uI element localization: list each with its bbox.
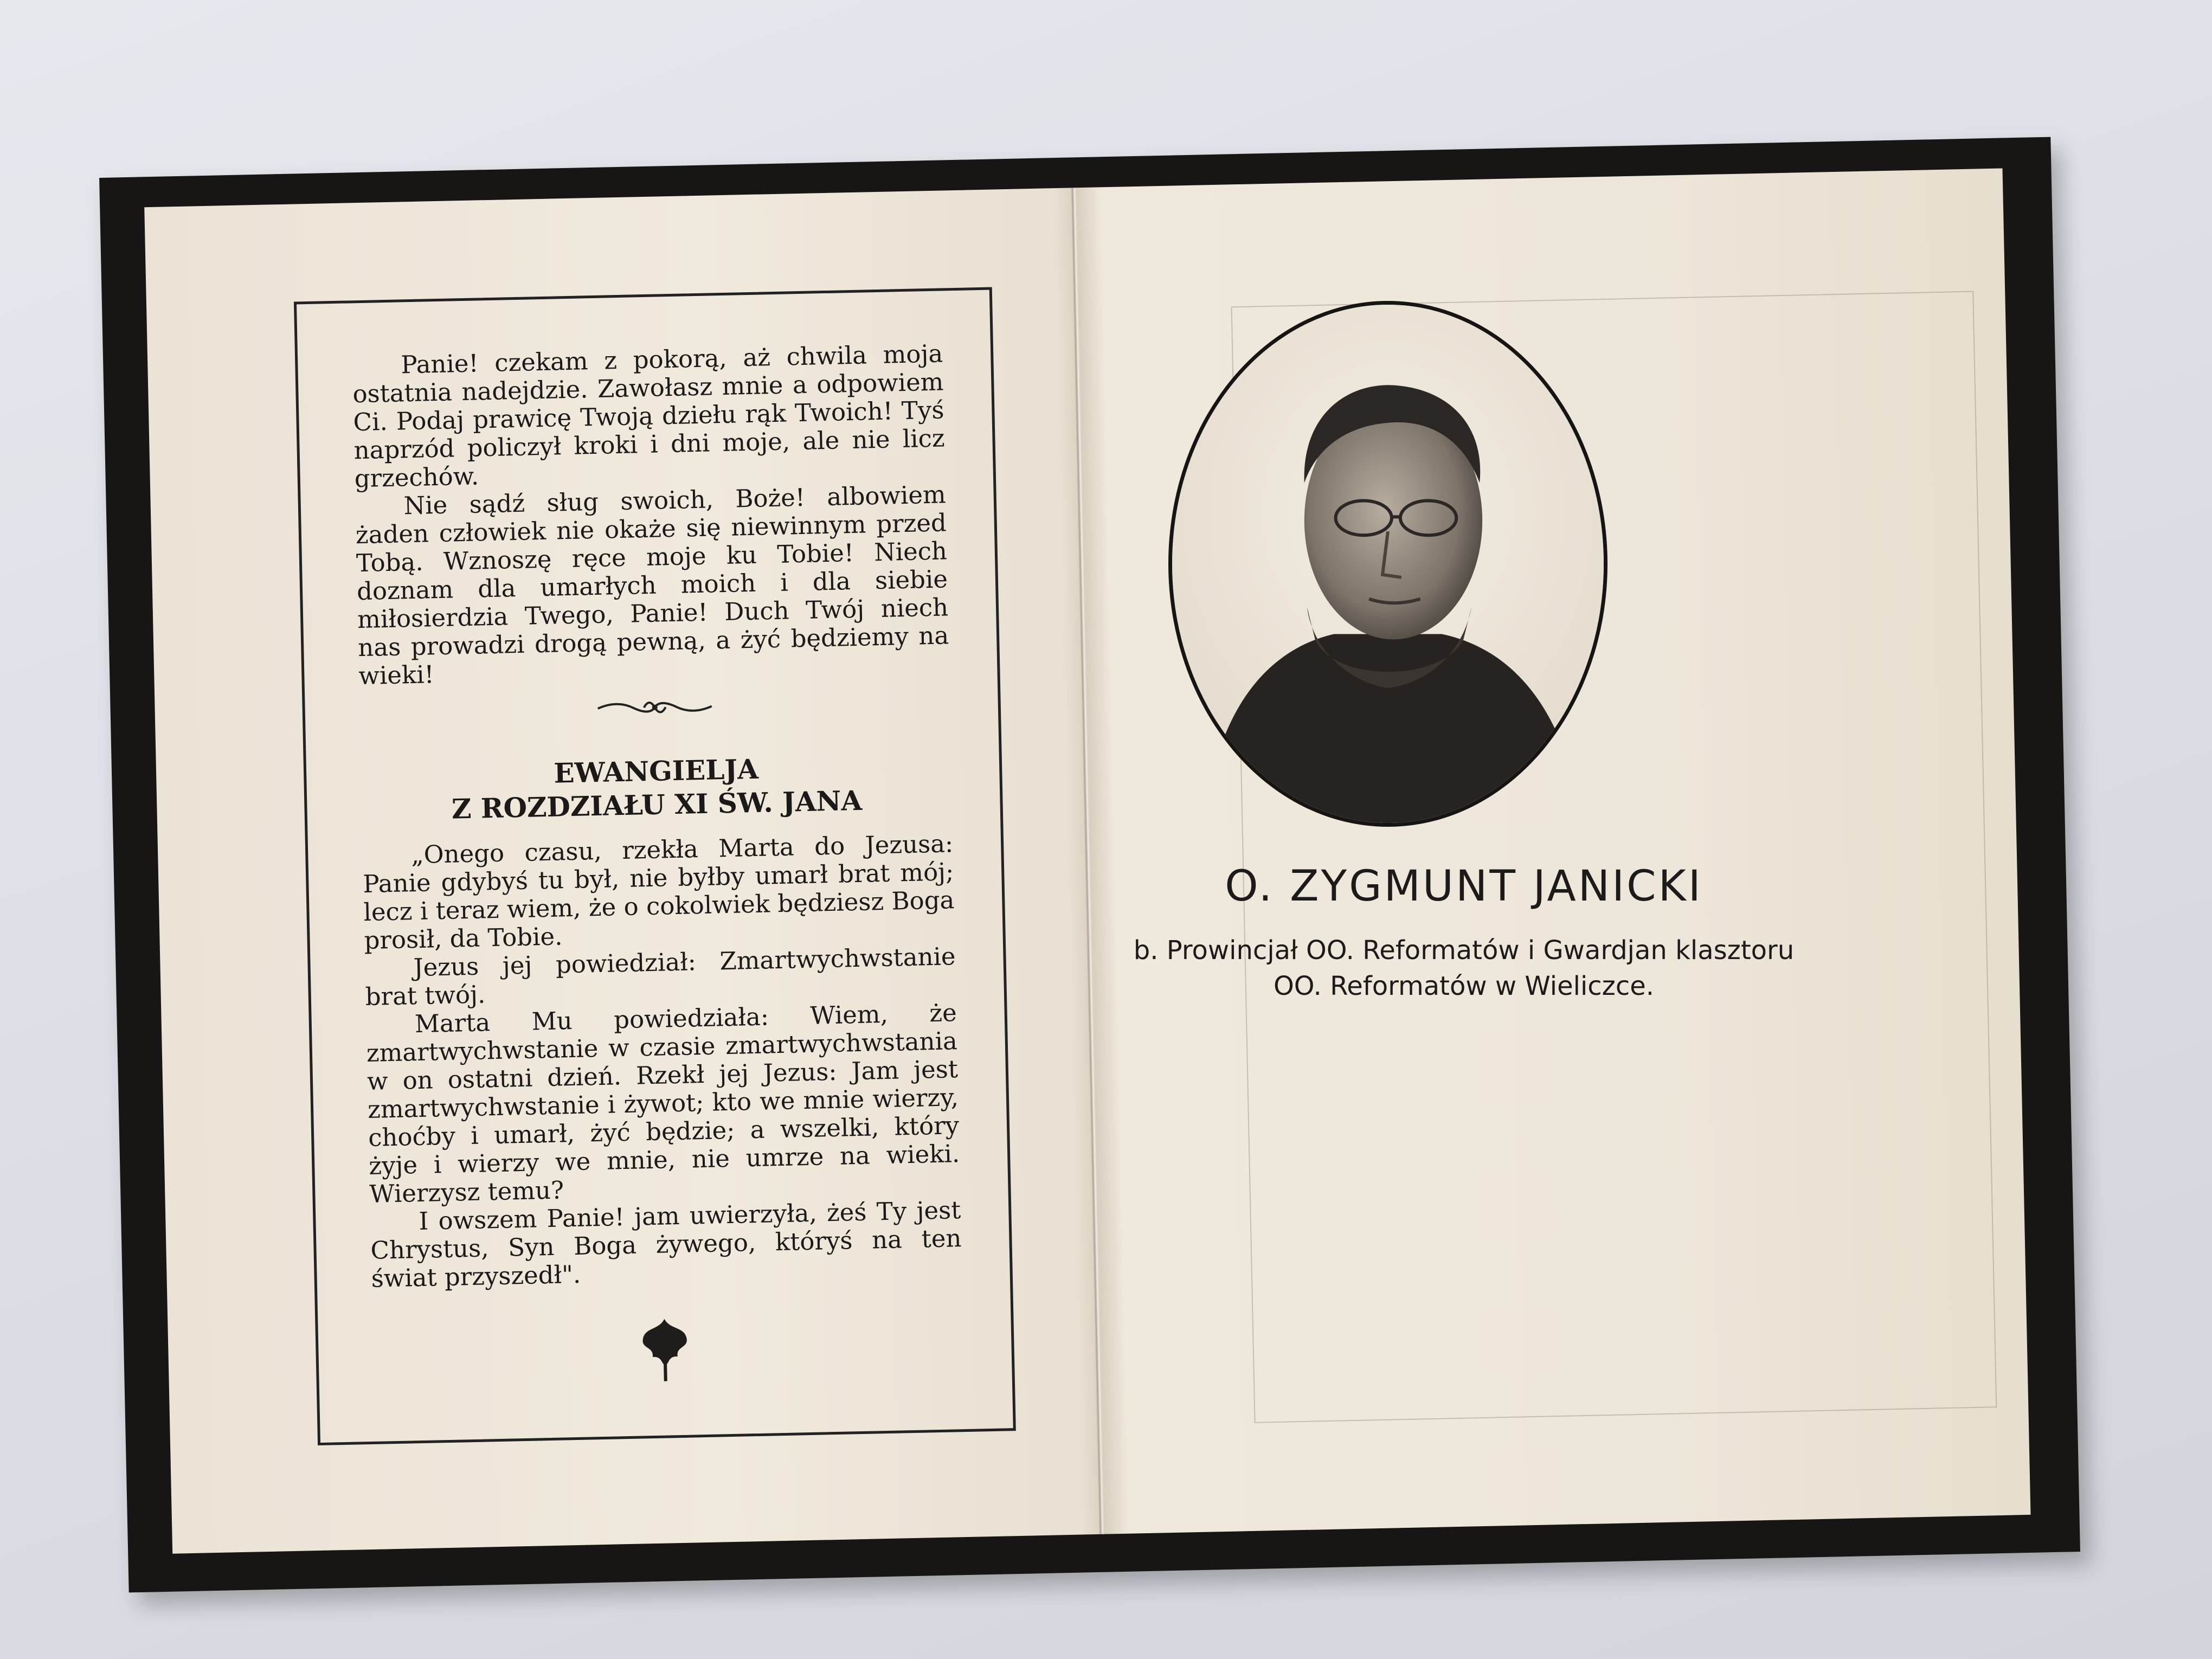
left-page-text	[352, 339, 962, 1293]
prayer-paragraph-1: Panie! czekam z pokorą, aż chwila moja ostatnia nadejdzie. Zawołasz mnie a odpowiem Ci. Podaj prawicę Twoją dziełu rąk Twoich! Tyś naprzód policzył kroki i dni moje, ale nie licz grzechów.	[352, 339, 946, 493]
card-paper	[144, 168, 2030, 1553]
gospel-paragraph-1: „Onego czasu, rzekła Marta do Jezusa: Panie gdybyś tu był, nie byłby umarł brat mój; lecz i teraz wiem, że o cokolwiek będziesz Boga prosił, da Tobie.	[362, 829, 955, 955]
left-page-frame	[294, 287, 1016, 1446]
center-fold	[1071, 188, 1104, 1534]
gospel-title	[361, 748, 953, 828]
gospel-paragraph-2: Jezus jej powiedział: Zmartwychwstanie brat twój.	[365, 942, 956, 1012]
gospel-paragraph-4: I owszem Panie! jam uwierzyła, żeś Ty jest Chrystus, Syn Boga żywego, któryś na ten świat przyszedł".	[370, 1195, 962, 1293]
deceased-title-line-2: OO. Reformatów w Wieliczce.	[1273, 971, 1655, 1001]
deceased-name: O. ZYGMUNT JANICKI	[1225, 862, 1703, 911]
leaf-ornament-icon	[634, 1313, 696, 1384]
scroll-ornament-icon	[359, 687, 950, 731]
gospel-title-line-1: EWANGIELJA	[553, 753, 759, 789]
portrait-photo	[1168, 301, 1607, 827]
deceased-title-line-1: b. Prowincjał OO. Reformatów i Gwardjan klasztoru	[1133, 935, 1795, 966]
gospel-title-line-2: Z ROZDZIAŁU XI ŚW. JANA	[451, 784, 863, 825]
gospel-paragraph-3: Marta Mu powiedziała: Wiem, że zmartwychwstanie w czasie zmartwychwstania w on ostatni dzień. Rzekł jej Jezus: Jam jest zmartwychwstanie i żywot; kto we mnie wierzy, choćby i umarł, żyć będzie; a wszelki, który żyje i wierzy we mnie, nie umrze na wieki. Wierzysz temu?	[366, 998, 960, 1208]
deceased-title	[1030, 933, 1898, 1004]
prayer-paragraph-2: Nie sądź sług swoich, Boże! albowiem żaden człowiek nie okaże się niewinnym przed Tobą. Wznoszę ręce moje ku Tobie! Niech doznam dla umarłych moich i dla siebie miłosierdzia Twego, Panie! Duch Twój niech nas prowadzi drogą pewną, a żyć będziemy na wieki!	[355, 480, 949, 691]
